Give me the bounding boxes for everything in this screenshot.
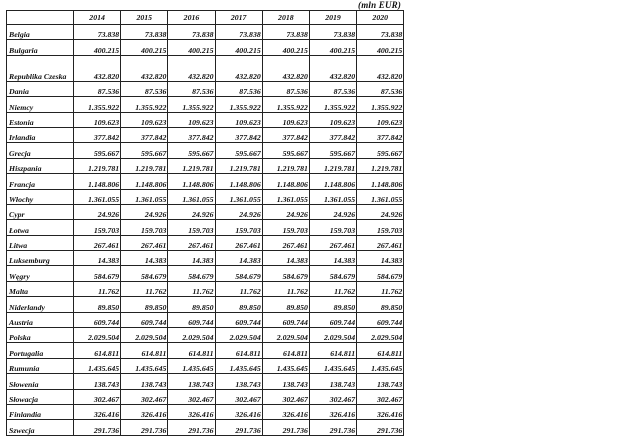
value-cell: 138.743 <box>309 374 356 389</box>
country-cell: Słowacja <box>7 389 74 404</box>
value-cell: 1.361.055 <box>309 189 356 204</box>
value-cell: 2.029.504 <box>215 328 262 343</box>
table-row <box>7 235 404 250</box>
table-row <box>7 404 404 419</box>
value-cell: 1.148.806 <box>215 174 262 189</box>
value-cell: 11.762 <box>262 281 309 296</box>
value-cell: 138.743 <box>74 374 121 389</box>
country-cell: Litwa <box>7 235 74 250</box>
value-cell: 1.148.806 <box>74 174 121 189</box>
value-cell: 24.926 <box>357 204 404 219</box>
value-cell: 1.219.781 <box>215 158 262 173</box>
value-cell: 267.461 <box>215 235 262 250</box>
table-row <box>7 81 404 96</box>
value-cell: 109.623 <box>215 112 262 127</box>
value-cell: 1.435.645 <box>168 358 215 373</box>
header-year-2018: 2018 <box>262 11 309 25</box>
value-cell: 614.811 <box>74 343 121 358</box>
value-cell: 138.743 <box>357 374 404 389</box>
value-cell: 377.842 <box>215 127 262 142</box>
table-row <box>7 143 404 158</box>
country-cell: Finlandia <box>7 404 74 419</box>
value-cell: 73.838 <box>74 25 121 40</box>
country-cell: Grecja <box>7 143 74 158</box>
value-cell: 11.762 <box>215 281 262 296</box>
value-cell: 87.536 <box>309 81 356 96</box>
table-row <box>7 328 404 343</box>
country-cell: Republika Czeska <box>7 55 74 81</box>
value-cell: 377.842 <box>357 127 404 142</box>
value-cell: 267.461 <box>74 235 121 250</box>
value-cell: 89.850 <box>215 297 262 312</box>
country-cell: Rumunia <box>7 358 74 373</box>
country-cell: Bulgaria <box>7 40 74 55</box>
value-cell: 109.623 <box>74 112 121 127</box>
value-cell: 400.215 <box>262 40 309 55</box>
value-cell: 584.679 <box>215 266 262 281</box>
value-cell: 159.703 <box>357 220 404 235</box>
value-cell: 1.361.055 <box>357 189 404 204</box>
value-cell: 159.703 <box>74 220 121 235</box>
value-cell: 2.029.504 <box>309 328 356 343</box>
value-cell: 1.435.645 <box>121 358 168 373</box>
value-cell: 1.148.806 <box>121 174 168 189</box>
unit-label: (mln EUR) <box>358 0 402 10</box>
value-cell: 377.842 <box>74 127 121 142</box>
table-body <box>7 25 404 436</box>
value-cell: 1.219.781 <box>357 158 404 173</box>
value-cell: 1.435.645 <box>215 358 262 373</box>
value-cell: 2.029.504 <box>121 328 168 343</box>
value-cell: 89.850 <box>168 297 215 312</box>
allocation-table <box>6 10 404 436</box>
value-cell: 609.744 <box>357 312 404 327</box>
value-cell: 267.461 <box>357 235 404 250</box>
value-cell: 302.467 <box>121 389 168 404</box>
value-cell: 432.820 <box>121 55 168 81</box>
header-country <box>7 11 74 25</box>
value-cell: 14.383 <box>309 251 356 266</box>
value-cell: 595.667 <box>121 143 168 158</box>
value-cell: 87.536 <box>168 81 215 96</box>
country-cell: Estonia <box>7 112 74 127</box>
value-cell: 267.461 <box>262 235 309 250</box>
value-cell: 24.926 <box>168 204 215 219</box>
value-cell: 595.667 <box>74 143 121 158</box>
value-cell: 109.623 <box>262 112 309 127</box>
value-cell: 614.811 <box>121 343 168 358</box>
value-cell: 291.736 <box>357 420 404 435</box>
value-cell: 1.355.922 <box>121 97 168 112</box>
value-cell: 432.820 <box>74 55 121 81</box>
value-cell: 377.842 <box>121 127 168 142</box>
value-cell: 267.461 <box>309 235 356 250</box>
value-cell: 302.467 <box>309 389 356 404</box>
value-cell: 14.383 <box>168 251 215 266</box>
value-cell: 89.850 <box>262 297 309 312</box>
header-year-2016: 2016 <box>168 11 215 25</box>
value-cell: 11.762 <box>309 281 356 296</box>
table-row <box>7 251 404 266</box>
value-cell: 87.536 <box>262 81 309 96</box>
value-cell: 291.736 <box>215 420 262 435</box>
value-cell: 432.820 <box>262 55 309 81</box>
value-cell: 1.219.781 <box>121 158 168 173</box>
table-row <box>7 204 404 219</box>
value-cell: 302.467 <box>168 389 215 404</box>
value-cell: 302.467 <box>262 389 309 404</box>
table-row <box>7 189 404 204</box>
table-row <box>7 127 404 142</box>
country-cell: Dania <box>7 81 74 96</box>
value-cell: 159.703 <box>121 220 168 235</box>
country-cell: Cypr <box>7 204 74 219</box>
value-cell: 138.743 <box>215 374 262 389</box>
value-cell: 14.383 <box>121 251 168 266</box>
value-cell: 584.679 <box>74 266 121 281</box>
value-cell: 267.461 <box>168 235 215 250</box>
value-cell: 87.536 <box>357 81 404 96</box>
value-cell: 326.416 <box>74 404 121 419</box>
value-cell: 1.361.055 <box>262 189 309 204</box>
value-cell: 89.850 <box>309 297 356 312</box>
value-cell: 595.667 <box>262 143 309 158</box>
value-cell: 584.679 <box>121 266 168 281</box>
table-row <box>7 374 404 389</box>
header-year-2019: 2019 <box>309 11 356 25</box>
value-cell: 1.355.922 <box>168 97 215 112</box>
value-cell: 326.416 <box>215 404 262 419</box>
value-cell: 609.744 <box>215 312 262 327</box>
value-cell: 609.744 <box>121 312 168 327</box>
value-cell: 1.355.922 <box>262 97 309 112</box>
country-cell: Słowenia <box>7 374 74 389</box>
country-cell: Portugalia <box>7 343 74 358</box>
value-cell: 302.467 <box>74 389 121 404</box>
value-cell: 302.467 <box>357 389 404 404</box>
header-year-2020: 2020 <box>357 11 404 25</box>
value-cell: 2.029.504 <box>74 328 121 343</box>
value-cell: 87.536 <box>215 81 262 96</box>
value-cell: 326.416 <box>262 404 309 419</box>
table-row <box>7 174 404 189</box>
value-cell: 1.355.922 <box>215 97 262 112</box>
value-cell: 24.926 <box>262 204 309 219</box>
value-cell: 291.736 <box>121 420 168 435</box>
value-cell: 1.435.645 <box>309 358 356 373</box>
value-cell: 432.820 <box>168 55 215 81</box>
value-cell: 159.703 <box>309 220 356 235</box>
value-cell: 1.148.806 <box>262 174 309 189</box>
table-row <box>7 312 404 327</box>
value-cell: 87.536 <box>74 81 121 96</box>
value-cell: 400.215 <box>168 40 215 55</box>
value-cell: 2.029.504 <box>262 328 309 343</box>
header-year-2014: 2014 <box>74 11 121 25</box>
value-cell: 1.361.055 <box>121 189 168 204</box>
country-cell: Hiszpania <box>7 158 74 173</box>
value-cell: 14.383 <box>357 251 404 266</box>
value-cell: 595.667 <box>357 143 404 158</box>
value-cell: 584.679 <box>357 266 404 281</box>
value-cell: 1.435.645 <box>357 358 404 373</box>
value-cell: 1.148.806 <box>309 174 356 189</box>
value-cell: 73.838 <box>309 25 356 40</box>
value-cell: 614.811 <box>215 343 262 358</box>
country-cell: Austria <box>7 312 74 327</box>
country-cell: Luksemburg <box>7 251 74 266</box>
table-row <box>7 389 404 404</box>
value-cell: 138.743 <box>121 374 168 389</box>
value-cell: 326.416 <box>357 404 404 419</box>
value-cell: 14.383 <box>262 251 309 266</box>
header-row <box>7 11 404 25</box>
value-cell: 73.838 <box>121 25 168 40</box>
table-row <box>7 112 404 127</box>
value-cell: 109.623 <box>121 112 168 127</box>
value-cell: 14.383 <box>74 251 121 266</box>
value-cell: 11.762 <box>168 281 215 296</box>
value-cell: 609.744 <box>262 312 309 327</box>
value-cell: 109.623 <box>309 112 356 127</box>
value-cell: 2.029.504 <box>357 328 404 343</box>
value-cell: 302.467 <box>215 389 262 404</box>
country-cell: Niemcy <box>7 97 74 112</box>
country-cell: Irlandia <box>7 127 74 142</box>
value-cell: 584.679 <box>309 266 356 281</box>
value-cell: 14.383 <box>215 251 262 266</box>
value-cell: 377.842 <box>262 127 309 142</box>
table-row <box>7 281 404 296</box>
value-cell: 291.736 <box>74 420 121 435</box>
value-cell: 595.667 <box>168 143 215 158</box>
value-cell: 89.850 <box>74 297 121 312</box>
table-row <box>7 158 404 173</box>
value-cell: 291.736 <box>262 420 309 435</box>
value-cell: 1.219.781 <box>262 158 309 173</box>
value-cell: 1.148.806 <box>357 174 404 189</box>
country-cell: Polska <box>7 328 74 343</box>
value-cell: 291.736 <box>309 420 356 435</box>
value-cell: 595.667 <box>309 143 356 158</box>
value-cell: 1.219.781 <box>309 158 356 173</box>
value-cell: 326.416 <box>121 404 168 419</box>
header-year-2017: 2017 <box>215 11 262 25</box>
value-cell: 614.811 <box>357 343 404 358</box>
value-cell: 159.703 <box>262 220 309 235</box>
table-row <box>7 266 404 281</box>
value-cell: 73.838 <box>357 25 404 40</box>
value-cell: 24.926 <box>74 204 121 219</box>
value-cell: 1.361.055 <box>74 189 121 204</box>
country-cell: Malta <box>7 281 74 296</box>
value-cell: 377.842 <box>168 127 215 142</box>
value-cell: 159.703 <box>168 220 215 235</box>
value-cell: 89.850 <box>121 297 168 312</box>
value-cell: 11.762 <box>357 281 404 296</box>
value-cell: 432.820 <box>215 55 262 81</box>
value-cell: 1.361.055 <box>215 189 262 204</box>
value-cell: 1.435.645 <box>74 358 121 373</box>
value-cell: 1.148.806 <box>168 174 215 189</box>
header-year-2015: 2015 <box>121 11 168 25</box>
value-cell: 400.215 <box>309 40 356 55</box>
value-cell: 400.215 <box>357 40 404 55</box>
value-cell: 584.679 <box>168 266 215 281</box>
value-cell: 73.838 <box>262 25 309 40</box>
table-row <box>7 55 404 81</box>
value-cell: 400.215 <box>74 40 121 55</box>
value-cell: 400.215 <box>215 40 262 55</box>
table-row <box>7 220 404 235</box>
country-cell: Szwecja <box>7 420 74 435</box>
country-cell: Francja <box>7 174 74 189</box>
value-cell: 614.811 <box>168 343 215 358</box>
value-cell: 609.744 <box>74 312 121 327</box>
table-row <box>7 97 404 112</box>
country-cell: Belgia <box>7 25 74 40</box>
value-cell: 595.667 <box>215 143 262 158</box>
value-cell: 24.926 <box>309 204 356 219</box>
value-cell: 109.623 <box>357 112 404 127</box>
value-cell: 584.679 <box>262 266 309 281</box>
value-cell: 609.744 <box>309 312 356 327</box>
country-cell: Niderlandy <box>7 297 74 312</box>
value-cell: 89.850 <box>357 297 404 312</box>
table-row <box>7 420 404 435</box>
table-row <box>7 297 404 312</box>
value-cell: 138.743 <box>168 374 215 389</box>
value-cell: 24.926 <box>215 204 262 219</box>
value-cell: 1.361.055 <box>168 189 215 204</box>
value-cell: 73.838 <box>215 25 262 40</box>
table-row <box>7 343 404 358</box>
table-row <box>7 40 404 55</box>
value-cell: 24.926 <box>121 204 168 219</box>
value-cell: 614.811 <box>262 343 309 358</box>
value-cell: 267.461 <box>121 235 168 250</box>
value-cell: 326.416 <box>168 404 215 419</box>
value-cell: 1.435.645 <box>262 358 309 373</box>
table-row <box>7 25 404 40</box>
value-cell: 1.219.781 <box>168 158 215 173</box>
value-cell: 377.842 <box>309 127 356 142</box>
value-cell: 1.219.781 <box>74 158 121 173</box>
country-cell: Węgry <box>7 266 74 281</box>
value-cell: 400.215 <box>121 40 168 55</box>
value-cell: 609.744 <box>168 312 215 327</box>
value-cell: 432.820 <box>309 55 356 81</box>
value-cell: 614.811 <box>309 343 356 358</box>
value-cell: 1.355.922 <box>357 97 404 112</box>
value-cell: 138.743 <box>262 374 309 389</box>
value-cell: 11.762 <box>121 281 168 296</box>
value-cell: 326.416 <box>309 404 356 419</box>
country-cell: Włochy <box>7 189 74 204</box>
value-cell: 11.762 <box>74 281 121 296</box>
value-cell: 291.736 <box>168 420 215 435</box>
value-cell: 1.355.922 <box>309 97 356 112</box>
value-cell: 1.355.922 <box>74 97 121 112</box>
value-cell: 109.623 <box>168 112 215 127</box>
value-cell: 432.820 <box>357 55 404 81</box>
value-cell: 2.029.504 <box>168 328 215 343</box>
value-cell: 73.838 <box>168 25 215 40</box>
country-cell: Łotwa <box>7 220 74 235</box>
value-cell: 87.536 <box>121 81 168 96</box>
table-row <box>7 358 404 373</box>
value-cell: 159.703 <box>215 220 262 235</box>
